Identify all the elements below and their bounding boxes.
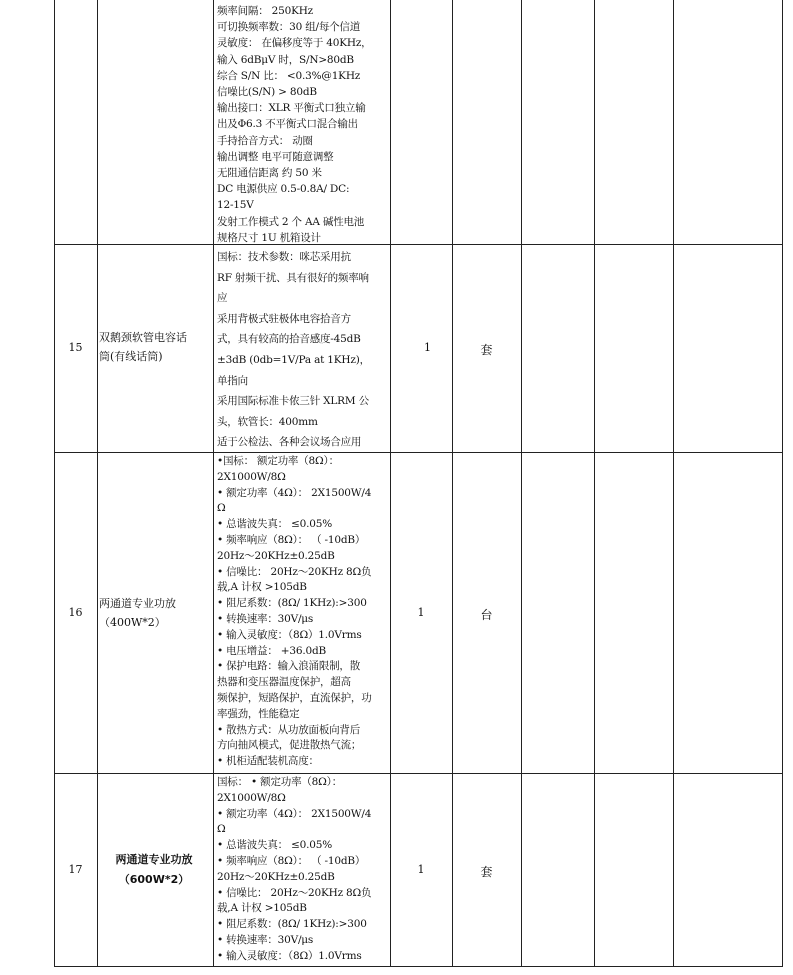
spec-line: 12-15V bbox=[217, 199, 254, 212]
spec-cell bbox=[217, 247, 387, 453]
spec-line: Ω bbox=[217, 823, 226, 836]
grid-line bbox=[521, 0, 522, 966]
spec-line: 式，具有较高的拾音感度-45dB bbox=[217, 333, 361, 346]
spec-line: RF 射频干扰、具有很好的频率响 bbox=[217, 271, 369, 284]
spec-line: 国标： • 额定功率（8Ω）： bbox=[217, 776, 343, 788]
grid-line bbox=[594, 0, 595, 966]
spec-line: • 信噪比： 20Hz～20KHz 8Ω负 bbox=[217, 886, 372, 899]
spec-line: 20Hz～20KHz±0.25dB bbox=[217, 870, 335, 883]
spec-line: 采用国际标准卡侬三针 XLRM 公 bbox=[217, 395, 369, 408]
spec-line: 20Hz～20KHz±0.25dB bbox=[217, 549, 335, 562]
spec-line: • 频率响应（8Ω）： （ -10dB） bbox=[217, 533, 366, 546]
spec-line: 国标：技术参数：咪芯采用抗 bbox=[217, 251, 351, 263]
spec-line: 适于公检法、各种会议场合应用 bbox=[217, 436, 362, 449]
spec-line: • 阻尼系数：(8Ω/ 1KHz):>300 bbox=[217, 918, 367, 931]
spec-line: • 散热方式：从功放面板向背后 bbox=[217, 723, 361, 736]
row-number: 17 bbox=[68, 863, 83, 876]
spec-line: Ω bbox=[217, 502, 226, 515]
spec-line: ±3dB (0db=1V/Pa at 1KHz)， bbox=[217, 353, 370, 366]
item-name bbox=[99, 594, 211, 632]
item-name-line: 双鹅颈软管电容话 bbox=[99, 331, 187, 344]
quantity: 1 bbox=[424, 341, 431, 354]
row-number: 16 bbox=[68, 606, 83, 619]
row-number: 15 bbox=[68, 341, 83, 354]
spec-line: 应 bbox=[217, 292, 228, 305]
spec-line: 频率间隔： 250KHz bbox=[217, 5, 314, 17]
spec-line: • 输入灵敏度：（8Ω）1.0Vrms bbox=[217, 628, 362, 641]
spec-line: • 转换速率：30V/μs bbox=[217, 612, 314, 625]
item-name-line: （400W*2） bbox=[99, 616, 166, 629]
spec-line: 输入 6dBμV 时，S/N>80dB bbox=[217, 53, 354, 66]
item-name-line: （600W*2） bbox=[118, 873, 190, 886]
item-name bbox=[99, 328, 211, 366]
spec-line: • 总谐波失真： ≤0.05% bbox=[217, 839, 333, 852]
spec-line: • 输入灵敏度：（8Ω）1.0Vrms bbox=[217, 949, 362, 962]
spec-cell bbox=[217, 454, 387, 770]
spec-line: 输出调整 电平可随意调整 bbox=[217, 150, 334, 163]
spec-line: 手持拾音方式： 动圈 bbox=[217, 134, 313, 147]
item-name bbox=[99, 850, 209, 890]
spec-line: 综合 S/N 比： <0.3%@1KHz bbox=[217, 69, 361, 82]
spec-line: • 额定功率（4Ω）： 2X1500W/4 bbox=[217, 486, 372, 499]
spec-line: • 总谐波失真： ≤0.05% bbox=[217, 518, 333, 531]
spec-cell bbox=[217, 3, 387, 246]
spec-line: 输出接口：XLR 平衡式口独立输 bbox=[217, 102, 366, 115]
grid-line bbox=[54, 0, 55, 966]
spec-line: 发射工作模式 2 个 AA 碱性电池 bbox=[217, 215, 365, 228]
spec-line: 频保护，短路保护，直流保护，功 bbox=[217, 691, 372, 704]
unit: 台 bbox=[480, 608, 493, 622]
spec-line: 规格尺寸 1U 机箱设计 bbox=[217, 231, 321, 244]
spec-line: 无阻通信距离 约 50 米 bbox=[217, 167, 322, 180]
unit: 套 bbox=[480, 865, 493, 879]
spec-line: • 电压增益： +36.0dB bbox=[217, 644, 326, 657]
spec-line: 载,A 计权 >105dB bbox=[217, 581, 307, 594]
spec-line: • 保护电路：输入浪涌限制，散 bbox=[217, 660, 361, 673]
spec-line: • 频率响应（8Ω）： （ -10dB） bbox=[217, 854, 366, 867]
item-name-line: 两通道专业功放 bbox=[115, 853, 193, 866]
spec-line: 2X1000W/8Ω bbox=[217, 470, 286, 483]
grid-line bbox=[390, 0, 391, 966]
spec-line: 方向抽风模式，促进散热气流； bbox=[217, 739, 362, 752]
row-divider bbox=[54, 244, 783, 245]
spec-line: DC 电源供应 0.5-0.8A/ DC: bbox=[217, 183, 350, 196]
spec-line: 信噪比(S/N) > 80dB bbox=[217, 86, 317, 99]
spec-line: • 转换速率：30V/μs bbox=[217, 933, 314, 946]
item-name-line: 筒(有线话筒) bbox=[99, 350, 163, 363]
row-divider bbox=[54, 966, 783, 967]
spec-line: •国标： 额定功率（8Ω）： bbox=[217, 455, 339, 467]
grid-line bbox=[97, 0, 98, 966]
spec-line: • 信噪比： 20Hz～20KHz 8Ω负 bbox=[217, 565, 372, 578]
spec-line: 采用背极式驻极体电容拾音方 bbox=[217, 312, 351, 325]
quantity: 1 bbox=[417, 863, 425, 876]
spec-line: 载,A 计权 >105dB bbox=[217, 902, 307, 915]
row-divider bbox=[54, 452, 783, 453]
spec-line: • 额定功率（4Ω）： 2X1500W/4 bbox=[217, 807, 372, 820]
spec-line: 单指向 bbox=[217, 374, 248, 387]
spec-line: 可切换频率数：30 组/每个信道 bbox=[217, 21, 361, 34]
grid-line bbox=[673, 0, 674, 966]
quantity: 1 bbox=[417, 606, 425, 619]
item-name-line: 两通道专业功放 bbox=[99, 597, 176, 610]
unit: 套 bbox=[480, 343, 493, 357]
spec-line: 灵敏度： 在偏移度等于 40KHz， bbox=[217, 37, 372, 50]
spec-line: • 机柜适配装机高度： bbox=[217, 755, 319, 768]
spec-line: 率强劲，性能稳定 bbox=[217, 707, 300, 720]
grid-line bbox=[452, 0, 453, 966]
spec-line: 头，软管长：400mm bbox=[217, 415, 318, 428]
row-divider bbox=[54, 773, 783, 774]
spec-cell bbox=[217, 775, 387, 965]
spec-line: 出及Φ6.3 不平衡式口混合输出 bbox=[217, 118, 358, 131]
spec-line: • 阻尼系数：(8Ω/ 1KHz):>300 bbox=[217, 597, 367, 610]
grid-line bbox=[782, 0, 783, 966]
grid-line bbox=[213, 0, 214, 966]
spec-line: 2X1000W/8Ω bbox=[217, 791, 286, 804]
spec-line: 热器和变压器温度保护，超高 bbox=[217, 676, 351, 689]
